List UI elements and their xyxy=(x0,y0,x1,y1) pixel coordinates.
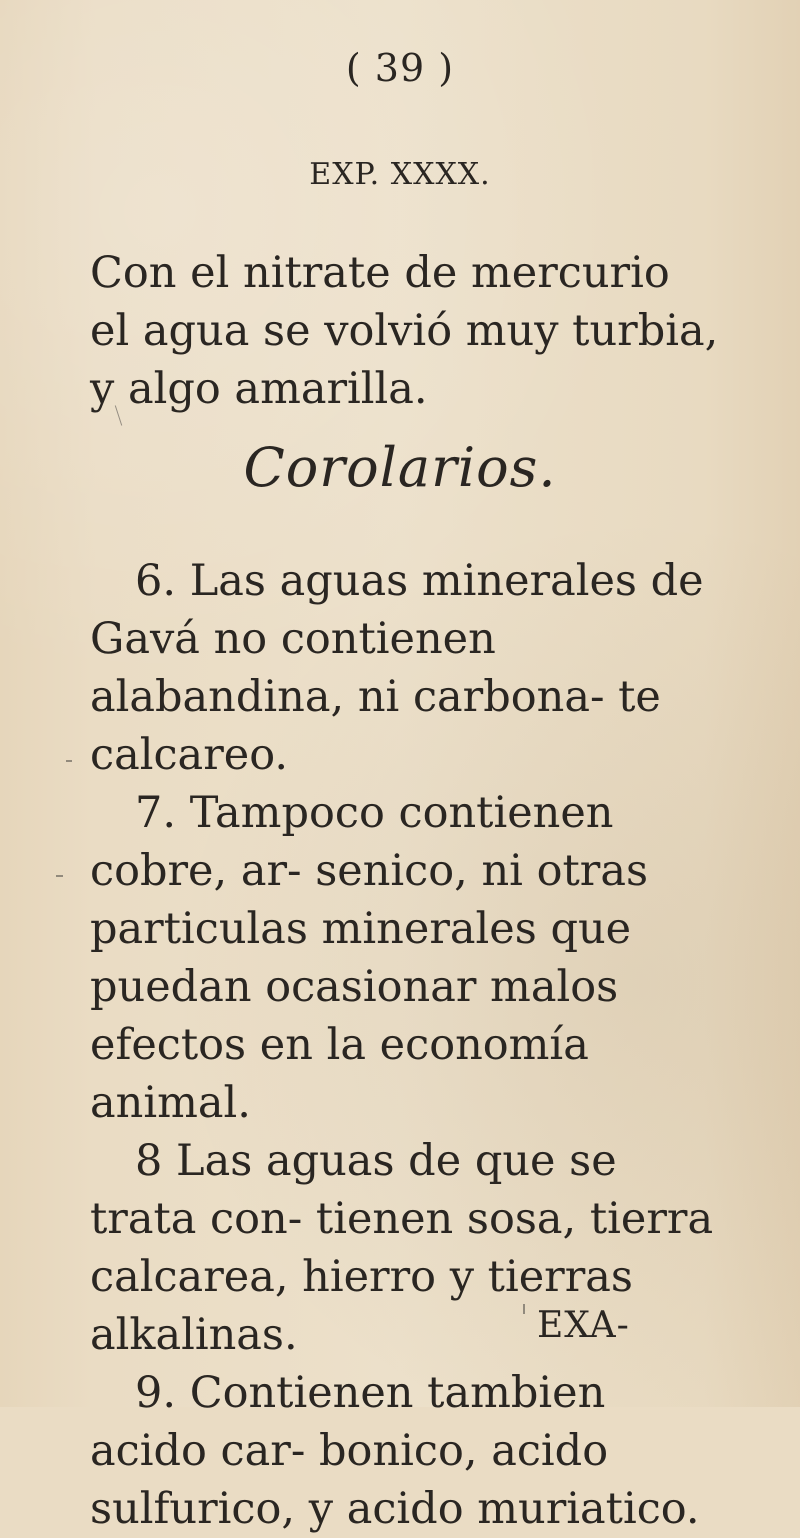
stray-ink-mark xyxy=(66,760,72,762)
corollary-item: 9. Contienen tambien acido car- bonico, acido sulfurico, y acido muriatico. xyxy=(90,1368,700,1534)
corollary-item: 7. Tampoco contienen cobre, ar- senico, ni otras particulas minerales que puedan ocasionar malos efectos en la economía animal. xyxy=(90,788,649,1128)
page-number: ( 39 ) xyxy=(345,46,455,90)
intro-paragraph-block xyxy=(90,244,720,418)
section-title: Corolarios. xyxy=(243,436,557,499)
intro-paragraph: Con el nitrate de mercurio el agua se volvió muy turbia, y algo amarilla. xyxy=(90,248,719,414)
experiment-heading: EXP. XXXX. xyxy=(309,157,491,192)
catchword: EXA- xyxy=(537,1305,630,1346)
corollary-item: 8 Las aguas de que se trata con- tienen sosa, tierra calcarea, hierro y tierras alkalinas. xyxy=(90,1136,714,1360)
corollaries-list xyxy=(90,552,720,1538)
stray-ink-mark xyxy=(56,875,63,877)
corollary-item: 6. Las aguas minerales de Gavá no contienen alabandina, ni carbona- te calcareo. xyxy=(90,556,704,780)
stray-ink-mark xyxy=(523,1304,525,1314)
